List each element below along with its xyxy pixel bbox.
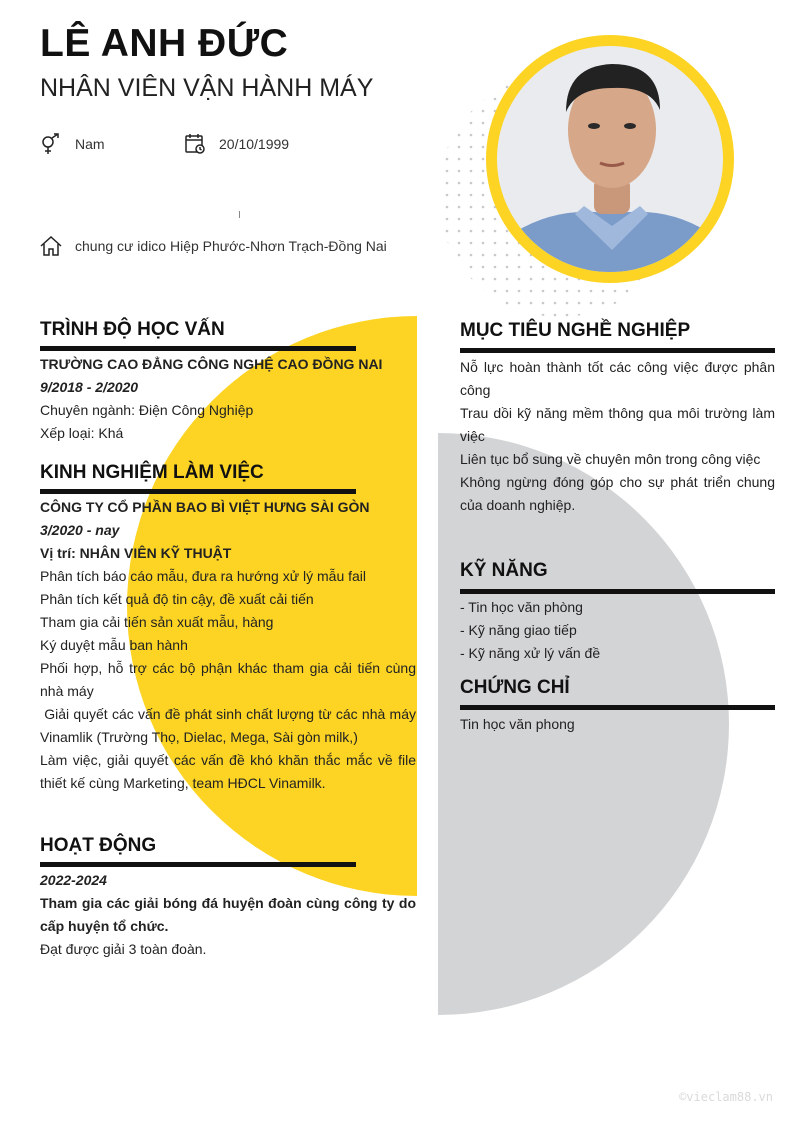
education-rule: [40, 346, 356, 351]
address-value: chung cư idico Hiệp Phước-Nhơn Trạch-Đồng Nai: [75, 238, 387, 254]
avatar: [497, 46, 723, 272]
objective-line: Nỗ lực hoàn thành tốt các công việc được phân công: [460, 359, 775, 398]
education-major: Chuyên ngành: Điện Công Nghiệp: [40, 402, 254, 418]
activities-description: Tham gia các giải bóng đá huyện đoàn cùng công ty do cấp huyện tổ chức.: [40, 895, 416, 934]
experience-duty: Ký duyệt mẫu ban hành: [40, 637, 188, 653]
skills-list: [460, 596, 775, 665]
experience-duty: Giải quyết các vấn đề phát sinh chất lượng từ các nhà máy Vinamlik (Trường Thọ, Dielac, Mega, Sài gòn milk,): [40, 706, 420, 745]
education-body: [40, 353, 416, 445]
certificates-rule: [460, 705, 775, 710]
activities-heading: HOẠT ĐỘNG: [40, 835, 157, 856]
dob-value: 20/10/1999: [219, 136, 290, 152]
home-icon: [40, 235, 62, 257]
experience-duty: Phân tích báo cáo mẫu, đưa ra hướng xử lý mẫu fail: [40, 568, 367, 584]
objective-line: Trau dồi kỹ năng mềm thông qua môi trường làm việc: [460, 405, 775, 444]
watermark: ©vieclam88.vn: [679, 1090, 773, 1104]
skill-item: - Kỹ năng giao tiếp: [460, 622, 577, 638]
objective-line: Liên tục bổ sung về chuyên môn trong công việc: [460, 451, 761, 467]
education-school: TRƯỜNG CAO ĐẲNG CÔNG NGHỆ CAO ĐỒNG NAI: [40, 356, 383, 372]
certificate-item: Tin học văn phong: [460, 716, 575, 732]
calendar-icon: [184, 133, 206, 155]
objective-rule: [460, 348, 775, 353]
education-grade: Xếp loại: Khá: [40, 425, 124, 441]
skill-item: - Tin học văn phòng: [460, 599, 583, 615]
activities-body: [40, 869, 416, 961]
experience-duty: Làm việc, giải quyết các vấn đề khó khăn thắc mắc về file thiết kế cùng Marketing, team HĐCL Vinamilk.: [40, 752, 416, 791]
gender-icon: [40, 133, 62, 155]
activities-rule: [40, 862, 356, 867]
job-title: NHÂN VIÊN VẬN HÀNH MÁY: [40, 74, 374, 102]
skills-rule: [460, 589, 775, 594]
education-period: 9/2018 - 2/2020: [40, 379, 139, 395]
certificates-list: [460, 713, 775, 736]
education-heading: TRÌNH ĐỘ HỌC VẤN: [40, 319, 225, 340]
gender-row: [40, 133, 105, 155]
activities-period: 2022-2024: [40, 872, 107, 888]
experience-rule: [40, 489, 356, 494]
address-row: [40, 235, 387, 257]
skill-item: - Kỹ năng xử lý vấn đề: [460, 645, 601, 661]
experience-period: 3/2020 - nay: [40, 522, 120, 538]
experience-heading: KINH NGHIỆM LÀM VIỆC: [40, 462, 264, 483]
experience-company: CÔNG TY CỔ PHẦN BAO BÌ VIỆT HƯNG SÀI GÒN: [40, 499, 370, 515]
experience-duty: Phối hợp, hỗ trợ các bộ phận khác tham gia cải tiến cùng nhà máy: [40, 660, 416, 699]
objective-heading: MỤC TIÊU NGHỀ NGHIỆP: [460, 320, 691, 341]
candidate-name: LÊ ANH ĐỨC: [40, 22, 289, 65]
gender-value: Nam: [75, 136, 105, 152]
objective-line: Không ngừng đóng góp cho sự phát triển chung của doanh nghiệp.: [460, 474, 775, 513]
experience-position: Vị trí: NHÂN VIÊN KỸ THUẬT: [40, 545, 232, 561]
skills-heading: KỸ NĂNG: [460, 560, 548, 581]
experience-duty: Tham gia cải tiến sản xuất mẫu, hàng: [40, 614, 274, 630]
experience-duty: Phân tích kết quả độ tin cậy, đề xuất cải tiến: [40, 591, 314, 607]
experience-body: [40, 496, 420, 795]
dob-row: [184, 133, 289, 155]
activities-result: Đạt được giải 3 toàn đoàn.: [40, 941, 207, 957]
objective-body: [460, 356, 775, 517]
certificates-heading: CHỨNG CHỈ: [460, 677, 570, 698]
